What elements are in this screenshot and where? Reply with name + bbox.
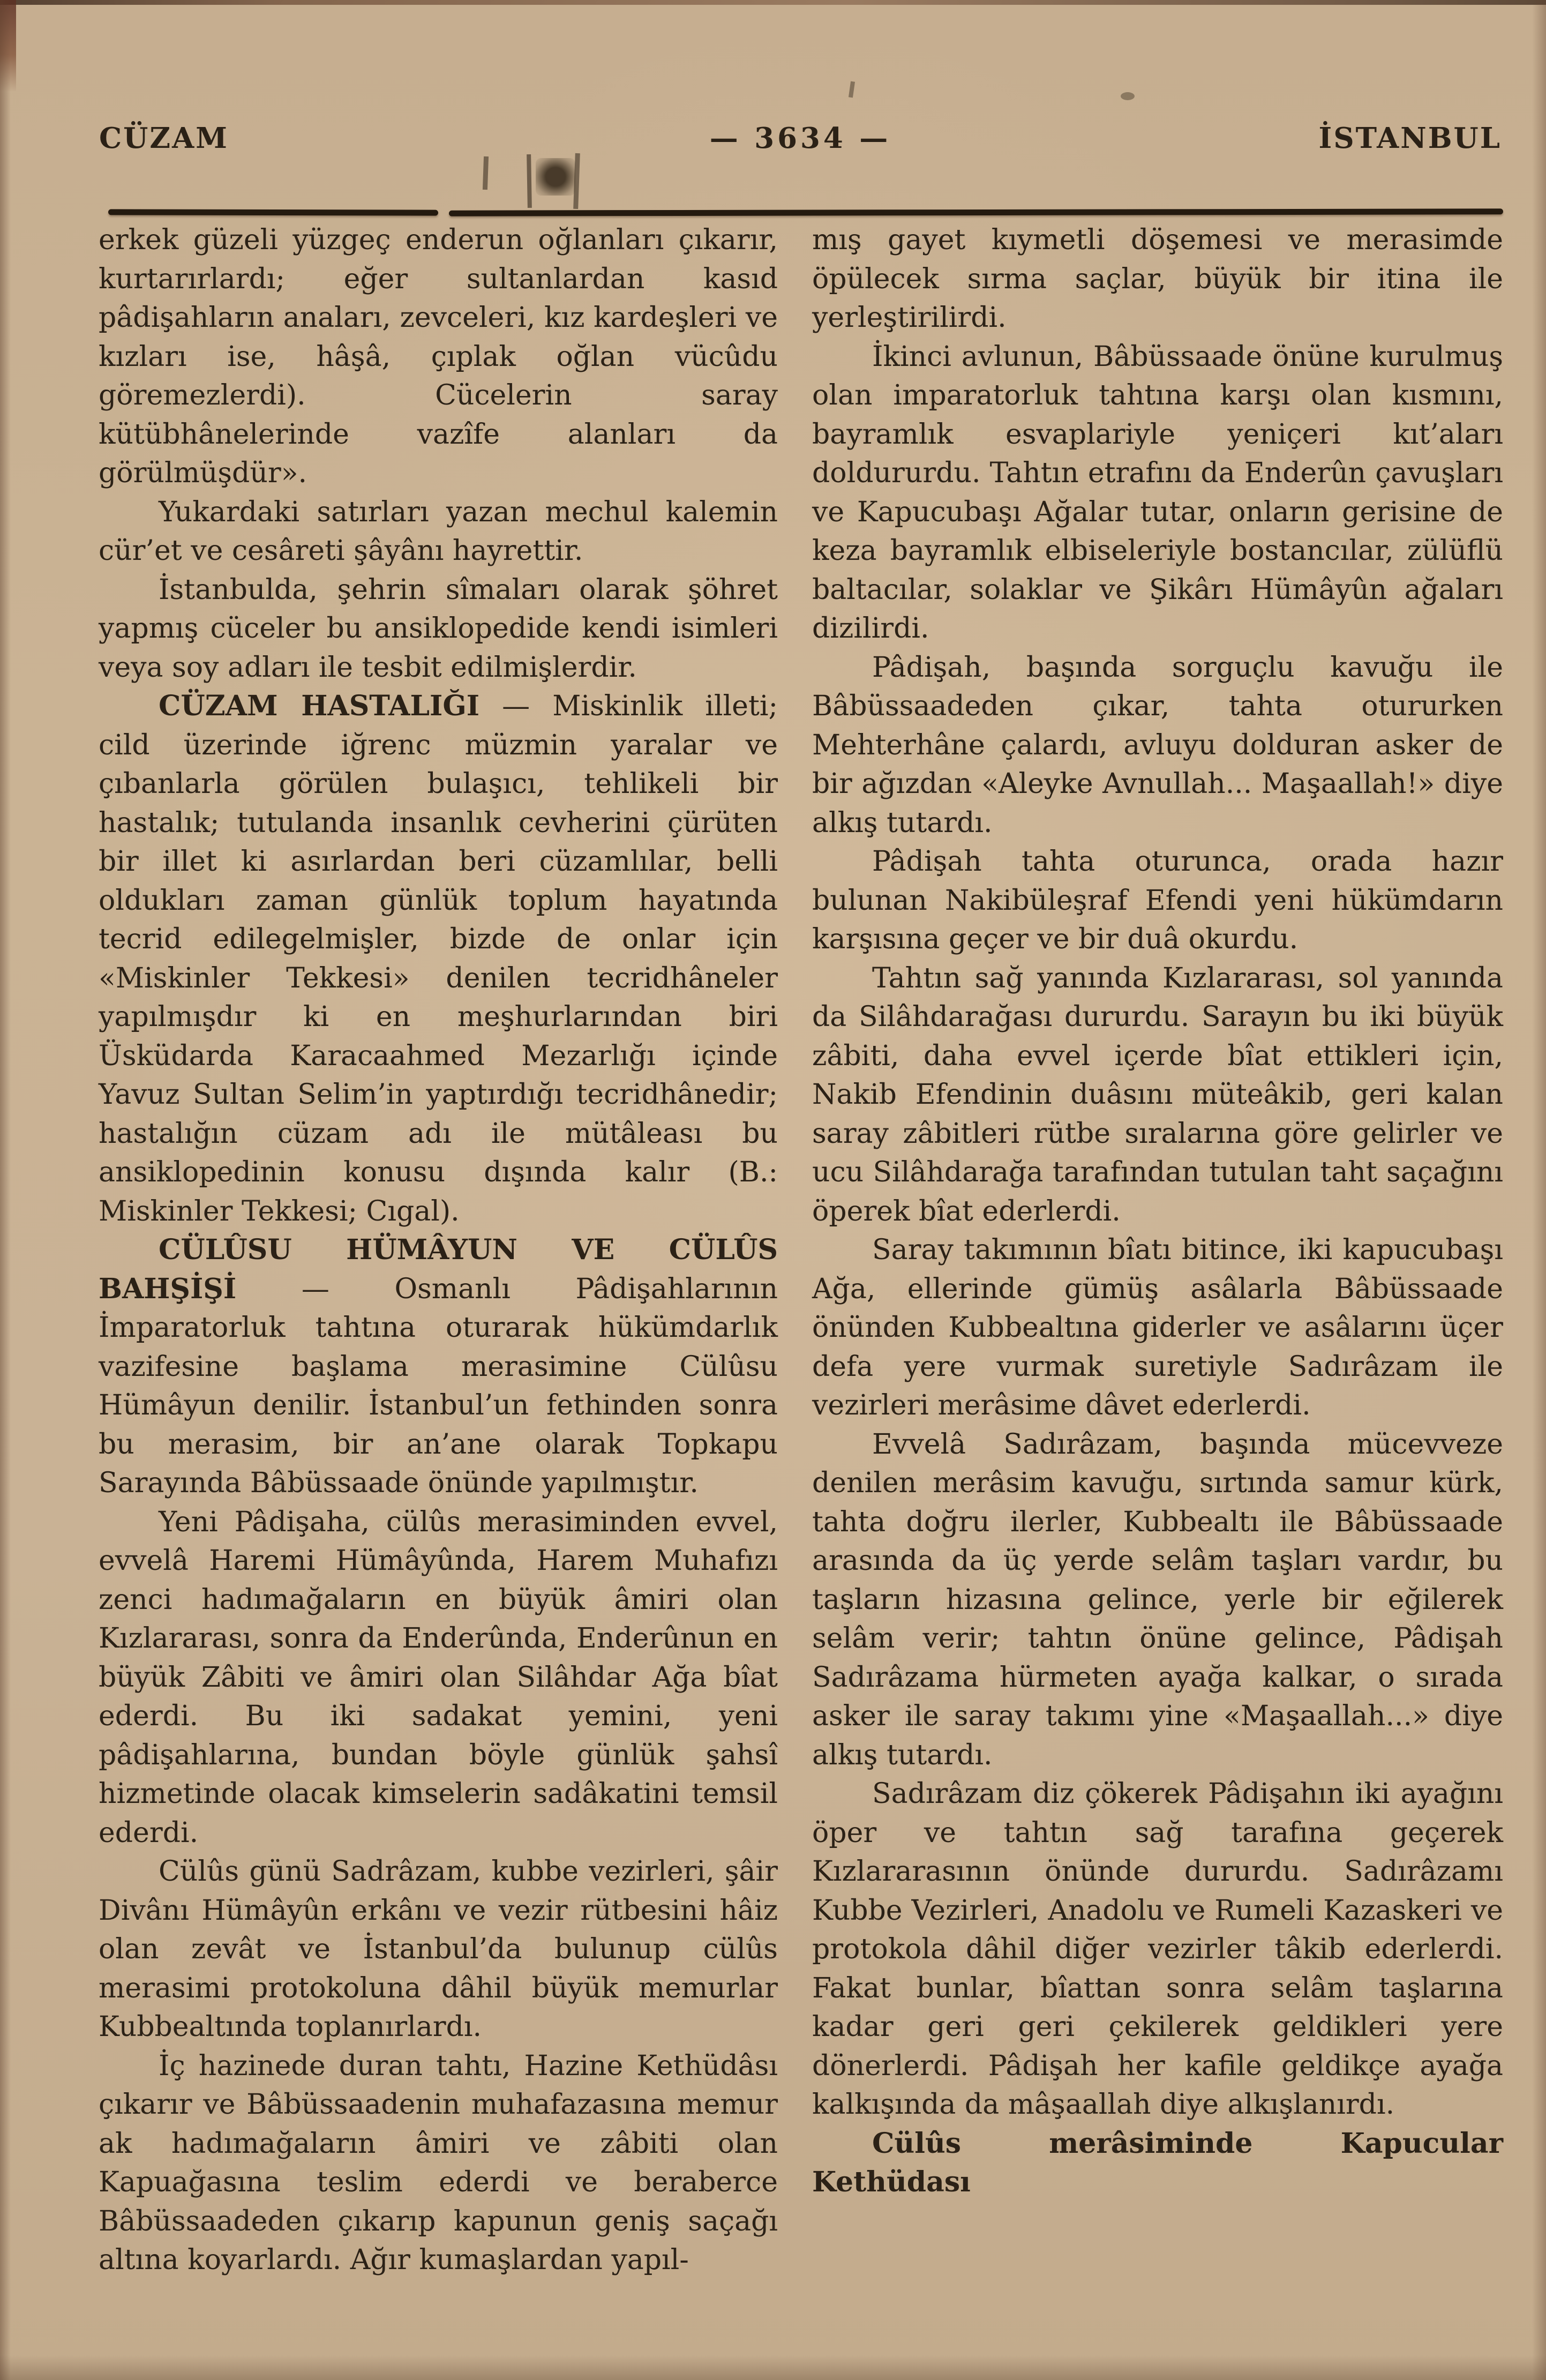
paragraph: İkinci avlunun, Bâbüssaade önüne kurulmuş olan imparatorluk tahtına karşı olan kısmını, bayramlık esvaplariyle yeniçeri kıt’aları doldururdu. Tahtın etrafını da Enderûn çavuşları ve Kapucubaşı Ağalar tutar, onların gerisine de keza bayramlık elbiseleriyle bostancılar, zülüflü baltacılar, solaklar ve Şikârı Hümâyûn ağaları dizilirdi. (812, 340, 1503, 645)
header-rule-right-segment (449, 208, 1503, 216)
paragraph: İstanbulda, şehrin sîmaları olarak şöhret yapmış cüceler bu ansiklopedide kendi isimleri veya soy adları ile tesbit edilmişlerdir. (99, 573, 778, 684)
ink-smudge (536, 158, 575, 196)
scan-top-edge (0, 0, 1546, 5)
paragraph: Saray takımının bîatı bitince, iki kapucubaşı Ağa, ellerinde gümüş asâlarla Bâbüssaade önünden Kubbealtına giderler ve asâlarını üçer defa yere vurmak suretiyle Sadırâzam ile vezirleri merâsime dâvet ederlerdi. (812, 1234, 1503, 1421)
paragraph: CÜZAM HASTALIĞI — Miskinlik illeti; cild üzerinde iğrenc müzmin yaralar ve çıbanlarla görülen bulaşıcı, tehlikeli bir hastalık; tutulanda insanlık cevherini çürüten bir illet ki asırlardan beri cüzamlılar, belli oldukları zaman günlük toplum hayatında tecrid edilegelmişler, bizde de onlar için «Miskinler Tekkesi» denilen tecridhâneler yapılmışdır ki en meşhurlarından biri Üsküdarda Karacaahmed Mezarlığı içinde Yavuz Sultan Selim’in yaptırdığı tecridhânedir; hastalığın cüzam adı ile mütâleası bu ansiklopedinin konusu dışında kalır (B.: Miskinler Tekkesi; Cıgal). (99, 690, 778, 1228)
paragraph: CÜLÛSU HÜMÂYUN VE CÜLÛS BAHŞİŞİ — Osmanlı Pâdişahlarının İmparatorluk tahtına oturarak hükümdarlık vazifesine başlama merasimine Cülûsu Hümâyun denilir. İstanbul’un fethinden sonra bu merasim, bir an’ane olarak Topkapu Sarayında Bâbüssaade önünde yapılmıştır. (99, 1233, 778, 1499)
paragraph: Yukardaki satırları yazan mechul kalemin cür’et ve cesâreti şâyânı hayrettir. (99, 496, 778, 567)
running-header (99, 124, 1502, 153)
header-entry-word: CÜZAM (99, 122, 229, 155)
paragraph: Cülûs günü Sadrâzam, kubbe vezirleri, şâir Divânı Hümâyûn erkânı ve vezir rütbesini hâiz olan zevât ve İstanbul’da bulunup cülûs merasimi protokoluna dâhil büyük memurlar Kubbealtında toplanırlardı. (99, 1855, 778, 2043)
header-volume-word: İSTANBUL (1318, 122, 1502, 155)
paragraph: Pâdişah tahta oturunca, orada hazır bulunan Nakibüleşraf Efendi yeni hükümdarın karşısına geçer ve bir duâ okurdu. (812, 845, 1503, 955)
column-right (812, 221, 1503, 2280)
caption-line: Cülûs merâsiminde Kapucular Kethüdası (812, 2127, 1503, 2198)
paragraph: Tahtın sağ yanında Kızlararası, sol yanında da Silâhdarağası dururdu. Sarayın bu iki büyük zâbiti, daha evvel içerde bîat ettikleri için, Nakib Efendinin duâsını müteâkib, geri kalan saray zâbitleri rütbe sıralarına göre gelirler ve ucu Silâhdarağa tarafından tutulan taht saçağını öperek bîat ederlerdi. (812, 962, 1503, 1228)
page-number: — 3634 — (709, 122, 891, 155)
ink-speck (849, 81, 855, 98)
paragraph: erkek güzeli yüzgeç enderun oğlanları çıkarır, kurtarırlardı; eğer sultanlardan kasıd pâdişahların anaları, zevceleri, kız kardeşleri ve kızları ise, hâşâ, çıplak oğlan vücûdu göremezlerdi). Cücelerin saray kütübhânelerinde vazîfe alanları da görülmüşdür». (99, 224, 778, 489)
ink-speck (1121, 92, 1135, 100)
entry-heading: CÜLÛSU HÜMÂYUN VE CÜLÛS BAHŞİŞİ (99, 1233, 778, 1305)
paragraph: Pâdişah, başında sorguçlu kavuğu ile Bâbüssaadeden çıkar, tahta otururken Mehterhâne çalardı, avluyu dolduran asker de bir ağızdan «Aleyke Avnullah... Maşaallah!» diye alkış tutardı. (812, 651, 1503, 839)
scan-right-edge (1532, 0, 1546, 2380)
scan-left-edge (0, 0, 11, 2380)
entry-heading: CÜZAM HASTALIĞI (159, 690, 480, 722)
paragraph: İç hazinede duran tahtı, Hazine Kethüdâsı çıkarır ve Bâbüssaadenin muhafazasına memur ak hadımağaların âmiri ve zâbiti olan Kapuağasına teslim ederdi ve beraberce Bâbüssaadeden çıkarıp kapunun geniş saçağı altına koyarlardı. Ağır kumaşlardan yapıl- (99, 2049, 778, 2276)
ink-smudge (483, 156, 489, 190)
ink-smudge (527, 154, 532, 208)
paragraph: Yeni Pâdişaha, cülûs merasiminden evvel, evvelâ Haremi Hümâyûnda, Harem Muhafızı zenci hadımağaların en büyük âmiri olan Kızlararası, sonra da Enderûnda, Enderûnun en büyük Zâbiti ve âmiri olan Silâhdar Ağa bîat ederdi. Bu iki sadakat yemini, yeni pâdişahlarına, bundan böyle günlük şahsî hizmetinde olacak kimselerin sadâkatini temsil ederdi. (99, 1506, 778, 1849)
scan-bottom-edge (0, 2355, 1546, 2380)
article-body (99, 221, 1503, 2280)
paragraph: Sadırâzam diz çökerek Pâdişahın iki ayağını öper ve tahtın sağ tarafına geçerek Kızlararasının önünde dururdu. Sadırâzamı Kubbe Vezirleri, Anadolu ve Rumeli Kazaskeri ve protokola dâhil diğer vezirler tâkib ederlerdi. Fakat bunlar, bîattan sonra selâm taşlarına kadar geri geri çekilerek geldikleri yere dönerlerdi. Pâdişah her kafile geldikçe ayağa kalkışında da mâşaallah diye alkışlanırdı. (812, 1778, 1503, 2121)
paragraph: mış gayet kıymetli döşemesi ve merasimde öpülecek sırma saçlar, büyük bir itina ile yerleştirilirdi. (812, 224, 1503, 334)
paragraph: Evvelâ Sadırâzam, başında mücevveze denilen merâsim kavuğu, sırtında samur kürk, tahta doğru ilerler, Kubbealtı ile Bâbüssaade arasında da üç yerde selâm taşları vardır, bu taşların hizasına gelince, yerle bir eğilerek selâm verir; tahtın önüne gelince, Pâdişah Sadırâzama hürmeten ayağa kalkar, o sırada asker ile saray takımı yine «Maşaallah...» diye alkış tutardı. (812, 1428, 1503, 1771)
header-rule-left-segment (108, 209, 438, 215)
column-left (99, 221, 778, 2280)
